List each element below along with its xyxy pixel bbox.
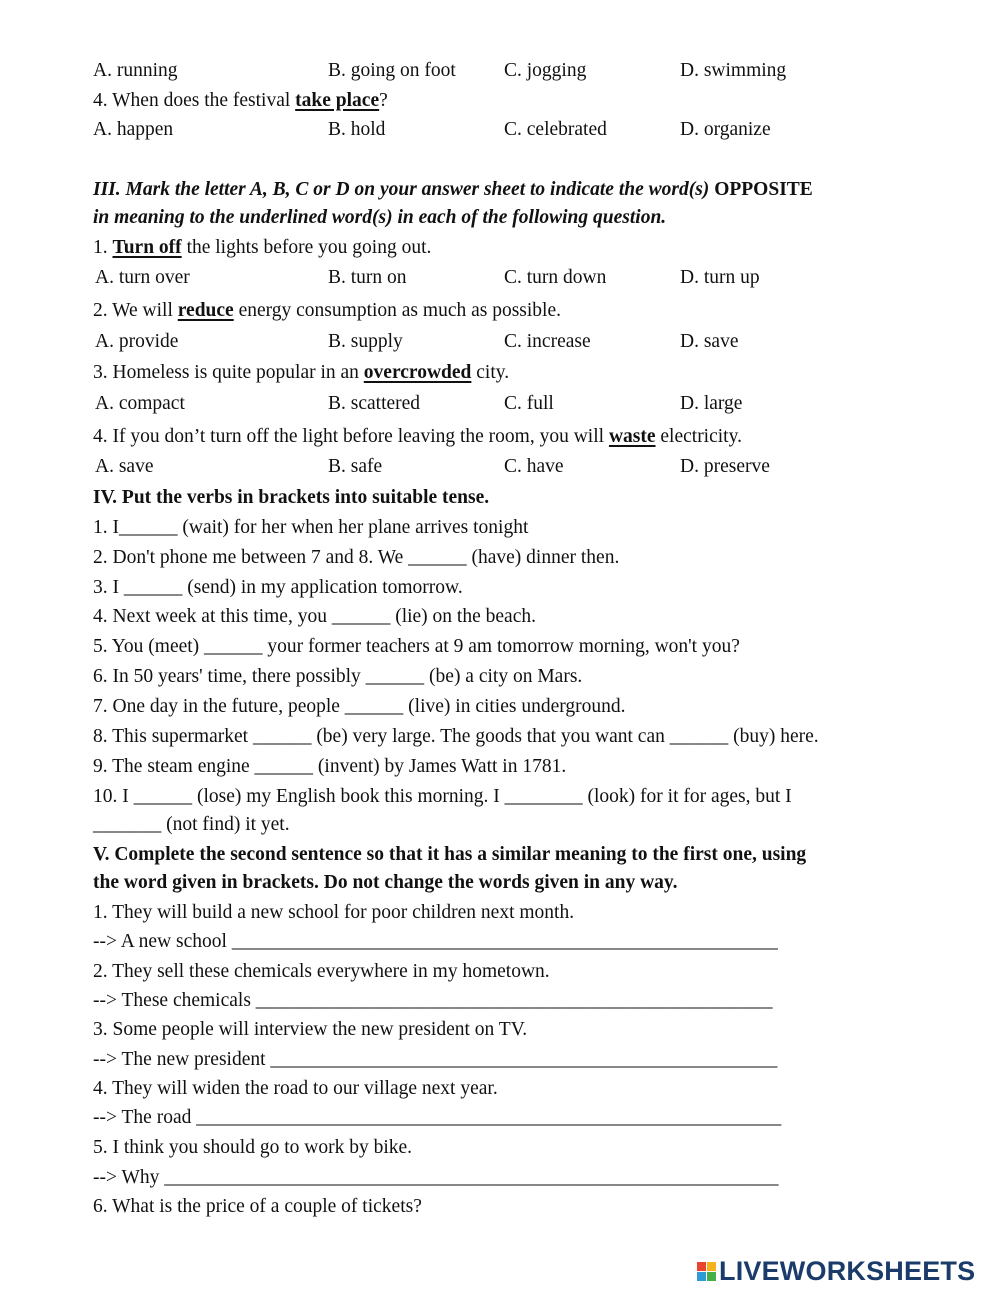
option-c: C. have: [504, 456, 564, 477]
option-a: A. turn over: [95, 267, 190, 288]
option-a: A. running: [93, 60, 178, 81]
option-b: B. hold: [328, 119, 386, 140]
keyword: Turn off: [112, 237, 182, 258]
keyword: reduce: [177, 300, 234, 321]
section-5-heading-line2: the word given in brackets. Do not change the words given in any way.: [93, 872, 678, 893]
option-d: D. preserve: [680, 456, 770, 477]
option-a: A. save: [95, 456, 154, 477]
section-3-heading-line1: III. Mark the letter A, B, C or D on your answer sheet to indicate the word(s) OPPOSITE: [93, 179, 813, 200]
keyword: waste: [608, 426, 656, 447]
logo-square: [707, 1272, 716, 1281]
option-b: B. safe: [328, 456, 383, 477]
options-q4-previous: [93, 118, 893, 142]
section-4-item-10-line2: _______ (not find) it yet.: [93, 814, 290, 835]
section-5-answer-line: --> Why _______________________________________________________________: [93, 1167, 779, 1188]
option-a: A. compact: [95, 393, 185, 414]
section-5-answer-line: --> These chemicals _____________________________________________________: [93, 990, 773, 1011]
option-c: C. jogging: [504, 60, 587, 81]
section-5-sentence: 2. They sell these chemicals everywhere in my hometown.: [93, 961, 550, 982]
logo-square: [697, 1262, 706, 1271]
option-d: D. large: [680, 393, 743, 414]
section-4-heading: IV. Put the verbs in brackets into suitable tense.: [93, 487, 490, 508]
option-b: B. going on foot: [328, 60, 456, 81]
section-3-options-4: [93, 455, 893, 479]
section-5-sentence: 4. They will widen the road to our village next year.: [93, 1078, 498, 1099]
option-d: D. turn up: [680, 267, 760, 288]
option-b: B. scattered: [328, 393, 421, 414]
section-4-item: 4. Next week at this time, you ______ (lie) on the beach.: [93, 606, 536, 627]
section-4-item: 9. The steam engine ______ (invent) by James Watt in 1781.: [93, 756, 567, 777]
section-3-question-4: 4. If you don’t turn off the light before leaving the room, you will waste electricity.: [93, 426, 742, 447]
option-d: D. save: [680, 331, 739, 352]
keyword: take place: [295, 90, 380, 111]
option-c: C. full: [504, 393, 554, 414]
option-a: A. happen: [93, 119, 174, 140]
section-4-item: 8. This supermarket ______ (be) very large. The goods that you want can ______ (buy) here.: [93, 726, 819, 747]
section-3-options-1: [93, 266, 893, 290]
section-3-question-1: 1. Turn off the lights before you going out.: [93, 237, 432, 258]
section-5-answer-line: --> A new school ________________________________________________________: [93, 931, 778, 952]
section-5-sentence: 1. They will build a new school for poor children next month.: [93, 902, 575, 923]
section-3-options-3: [93, 392, 893, 416]
option-b: B. turn on: [328, 267, 407, 288]
section-4-item: 2. Don't phone me between 7 and 8. We ______ (have) dinner then.: [93, 547, 620, 568]
section-3-options-2: [93, 330, 893, 354]
option-a: A. provide: [95, 331, 179, 352]
liveworksheets-logo: [697, 1256, 975, 1286]
section-5-heading-line1: V. Complete the second sentence so that it has a similar meaning to the first one, using: [93, 844, 807, 865]
section-3-question-3: 3. Homeless is quite popular in an overcrowded city.: [93, 362, 510, 383]
option-d: D. organize: [680, 119, 771, 140]
question-4-previous: 4. When does the festival take place?: [93, 90, 388, 111]
section-4-item: 6. In 50 years' time, there possibly ______ (be) a city on Mars.: [93, 666, 583, 687]
section-5-answer-line: --> The road ____________________________________________________________: [93, 1107, 782, 1128]
section-4-item: 1. I______ (wait) for her when her plane arrives tonight: [93, 517, 529, 538]
logo-square: [707, 1262, 716, 1271]
section-4-item-10-line1: 10. I ______ (lose) my English book this morning. I ________ (look) for it for ages, but I: [93, 786, 792, 807]
section-5-sentence: 6. What is the price of a couple of tickets?: [93, 1196, 422, 1217]
option-d: D. swimming: [680, 60, 787, 81]
section-4-item: 5. You (meet) ______ your former teachers at 9 am tomorrow morning, won't you?: [93, 636, 740, 657]
keyword: overcrowded: [363, 362, 472, 383]
section-3-heading-line2: in meaning to the underlined word(s) in each of the following question.: [93, 207, 667, 228]
option-c: C. increase: [504, 331, 591, 352]
section-4-item: 7. One day in the future, people ______ (live) in cities underground.: [93, 696, 626, 717]
logo-icon: [697, 1262, 716, 1281]
logo-text: LIVEWORKSHEETS: [719, 1255, 976, 1286]
section-3-question-2: 2. We will reduce energy consumption as much as possible.: [93, 300, 562, 321]
option-c: C. celebrated: [504, 119, 607, 140]
logo-square: [697, 1272, 706, 1281]
section-5-sentence: 3. Some people will interview the new president on TV.: [93, 1019, 528, 1040]
section-5-sentence: 5. I think you should go to work by bike.: [93, 1137, 413, 1158]
option-c: C. turn down: [504, 267, 607, 288]
options-q3-previous: [93, 59, 893, 83]
option-b: B. supply: [328, 331, 403, 352]
section-5-answer-line: --> The new president ____________________________________________________: [93, 1049, 778, 1070]
section-4-item: 3. I ______ (send) in my application tomorrow.: [93, 577, 463, 598]
